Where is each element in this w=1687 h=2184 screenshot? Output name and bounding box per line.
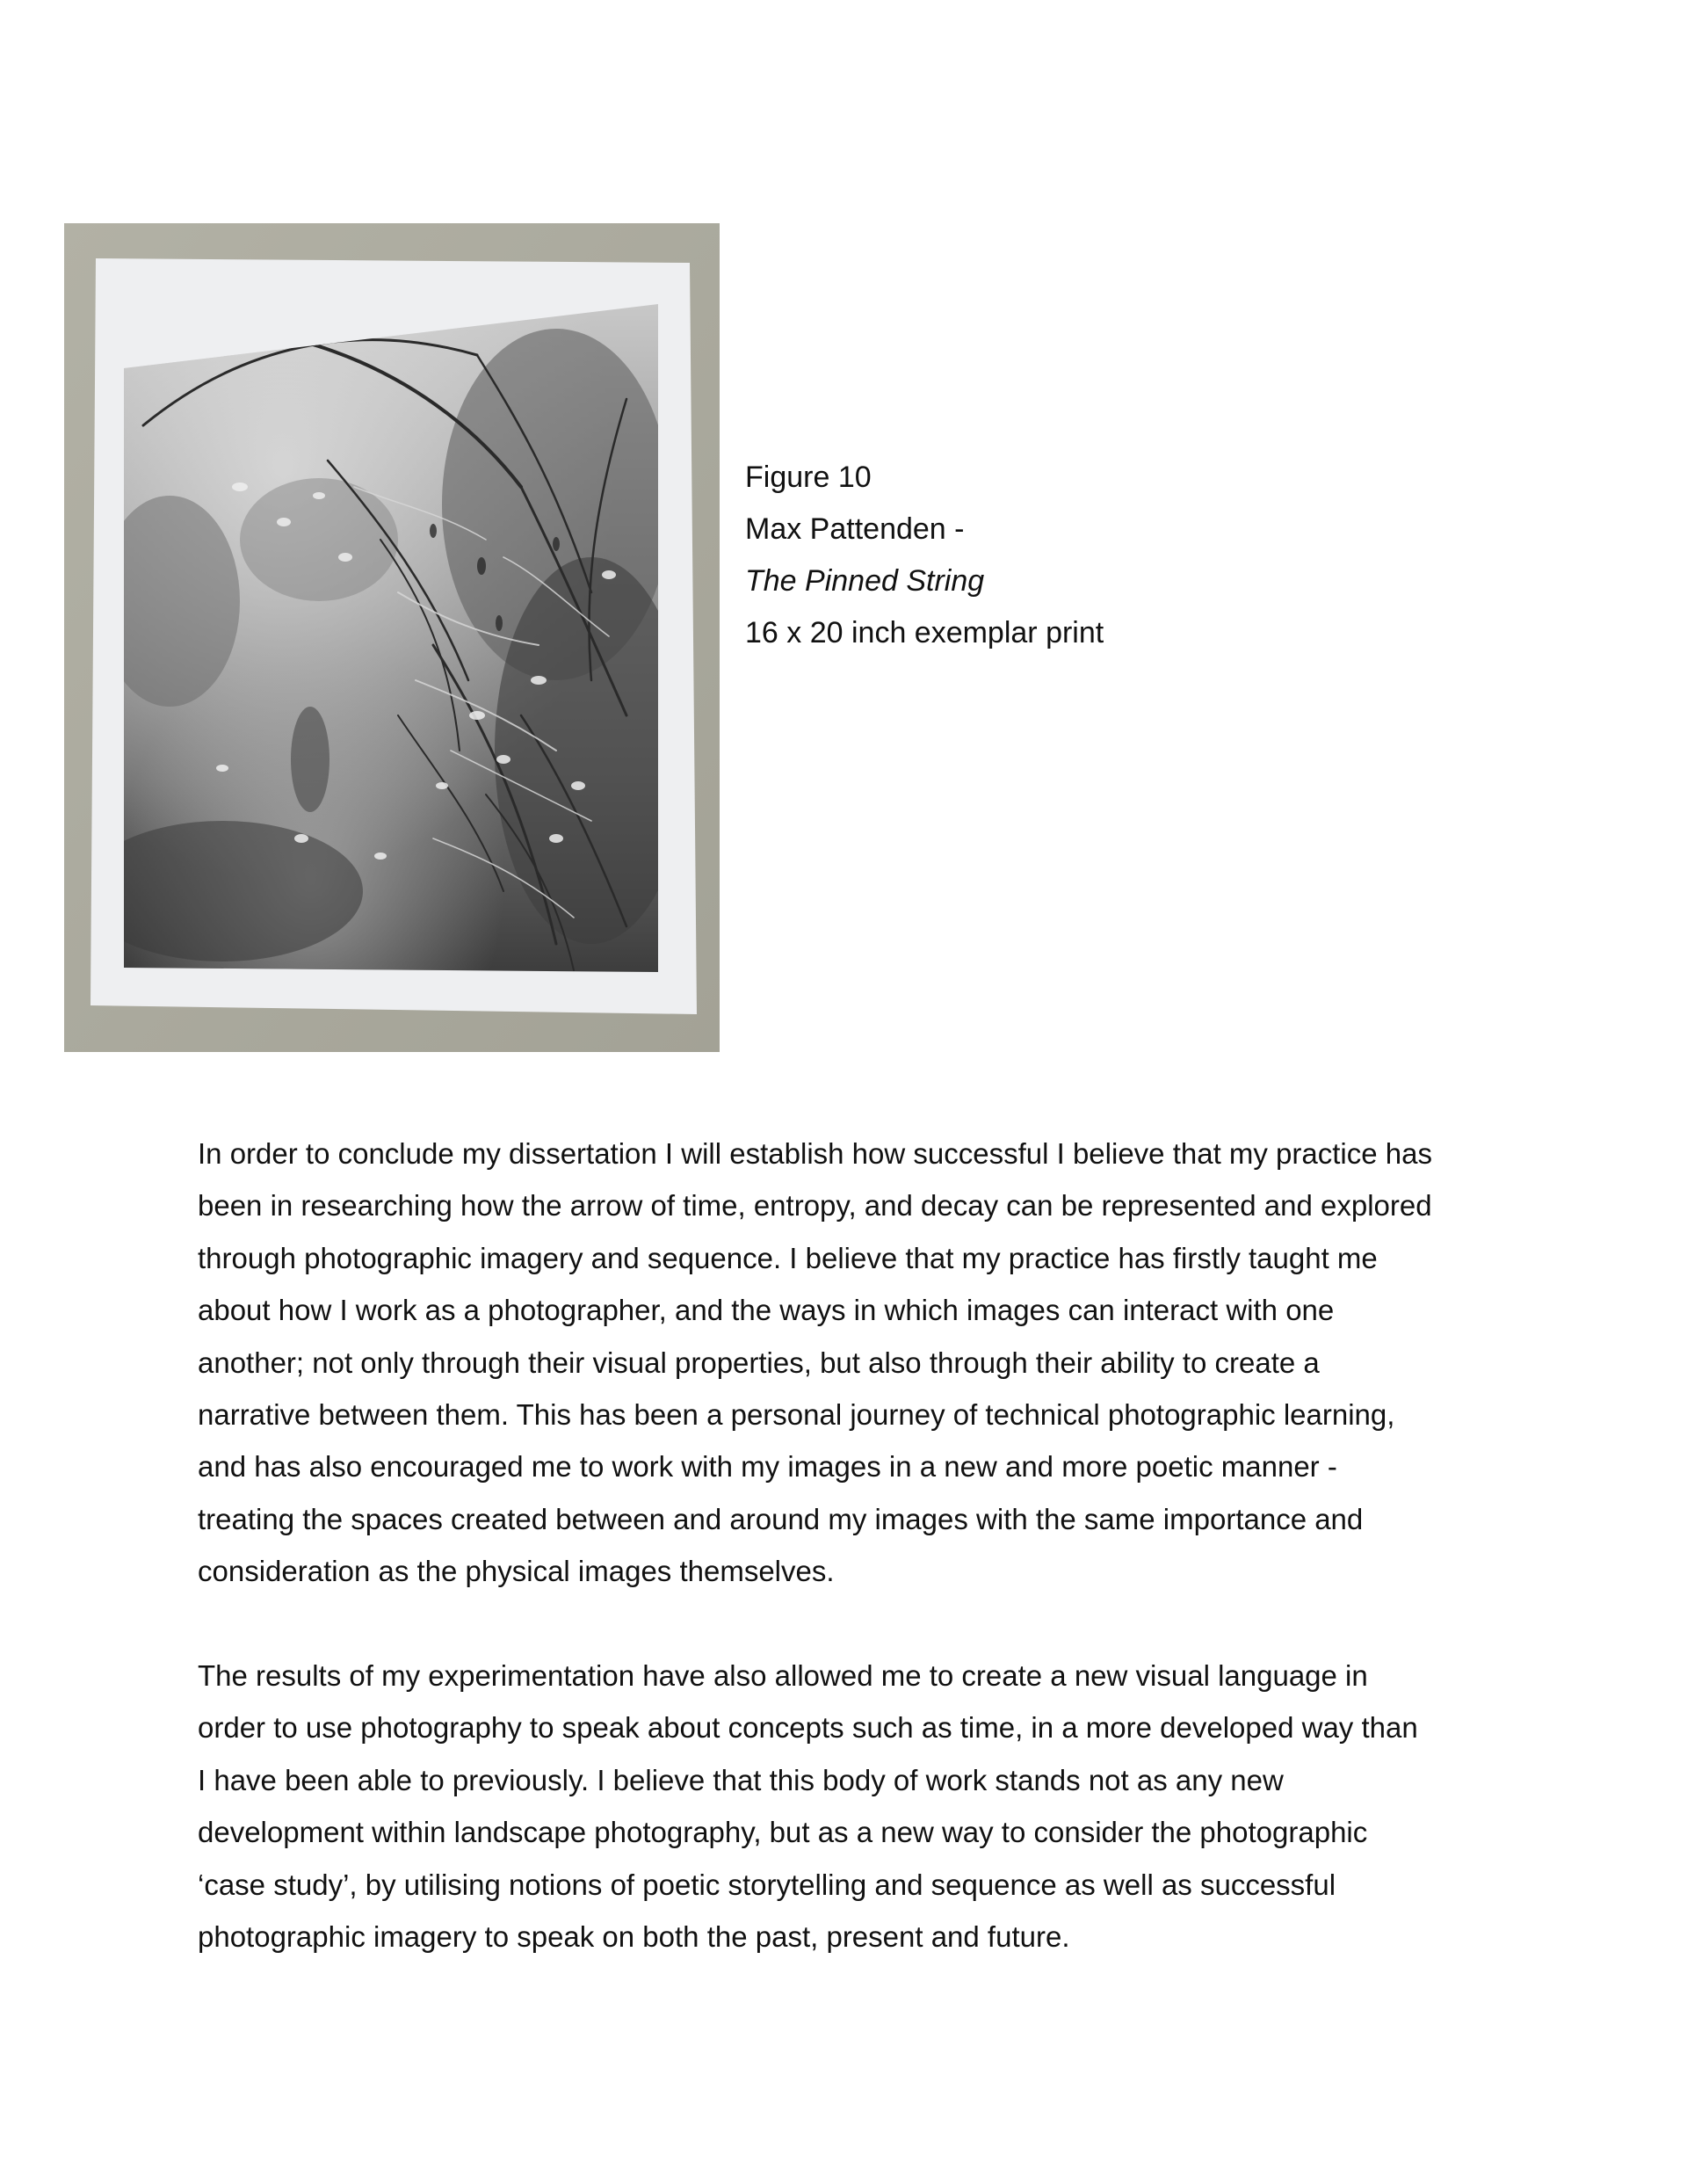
text-line: and has also encouraged me to work with my images in a new and more poetic manner - — [198, 1450, 1337, 1484]
paragraph-2 — [198, 1650, 1568, 1963]
conclusion-text — [198, 1128, 1568, 2015]
text-line: narrative between them. This has been a personal journey of technical photographic learning, — [198, 1398, 1395, 1432]
figure-description: 16 x 20 inch exemplar print — [745, 616, 1104, 649]
text-line: consideration as the physical images themselves. — [198, 1555, 835, 1588]
text-line: In order to conclude my dissertation I will establish how successful I believe that my practice has — [198, 1137, 1432, 1170]
figure-caption — [745, 452, 1104, 659]
figure-title: The Pinned String — [745, 564, 985, 598]
photograph-image — [82, 298, 688, 983]
figure-number: Figure 10 — [745, 461, 872, 494]
text-line: The results of my experimentation have also allowed me to create a new visual language in — [198, 1659, 1368, 1693]
text-line: order to use photography to speak about concepts such as time, in a more developed way than — [198, 1711, 1418, 1745]
text-line: ‘case study’, by utilising notions of poetic storytelling and sequence as well as successful — [198, 1868, 1336, 1901]
text-line: photographic imagery to speak on both the past, present and future. — [198, 1920, 1070, 1954]
text-line: through photographic imagery and sequence. I believe that my practice has firstly taught me — [198, 1241, 1378, 1274]
figure-author: Max Pattenden - — [745, 512, 965, 546]
text-line: about how I work as a photographer, and the ways in which images can interact with one — [198, 1294, 1335, 1327]
text-line: development within landscape photography, but as a new way to consider the photographic — [198, 1816, 1368, 1849]
paragraph-1 — [198, 1128, 1568, 1598]
print-on-background — [64, 223, 720, 1052]
text-line: another; not only through their visual properties, but also through their ability to create a — [198, 1346, 1320, 1379]
text-line: been in researching how the arrow of time, entropy, and decay can be represented and explored — [198, 1189, 1432, 1223]
figure-10-photograph — [64, 223, 720, 1052]
text-line: treating the spaces created between and around my images with the same importance and — [198, 1502, 1364, 1535]
text-line: I have been able to previously. I believe that this body of work stands not as any new — [198, 1763, 1284, 1796]
